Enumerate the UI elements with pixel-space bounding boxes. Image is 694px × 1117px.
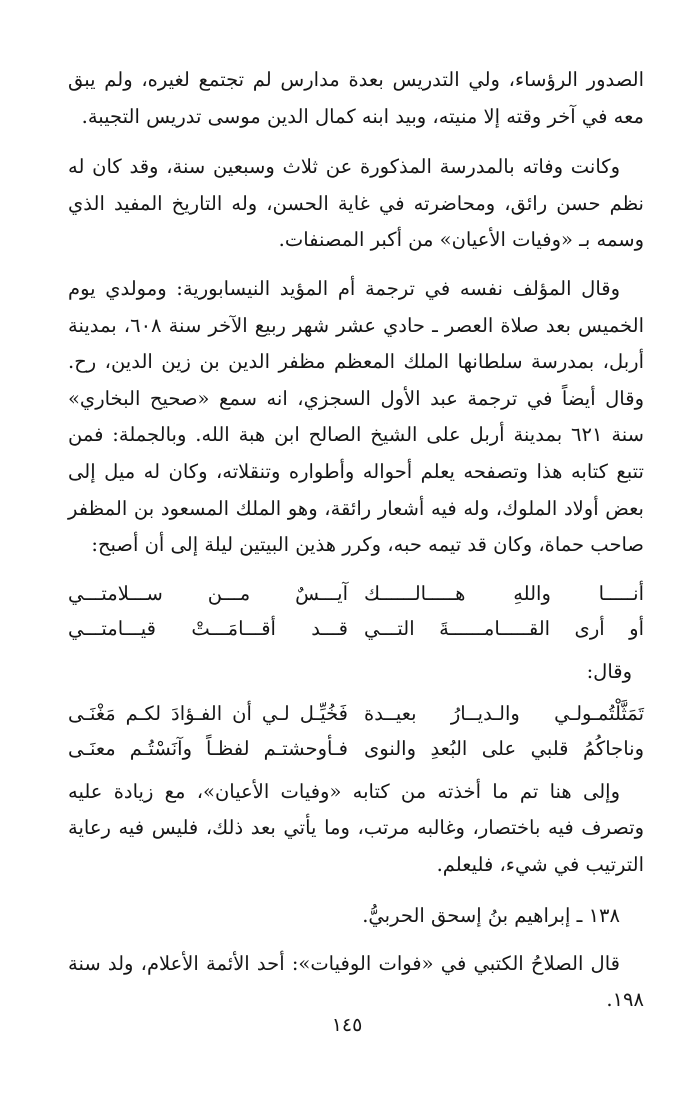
verse-line <box>68 696 644 731</box>
verse-second-hemistich: قـــد أقـــامَـــتْ قيـــامتـــي <box>68 616 348 640</box>
verse-second-hemistich: فَخُيِّـل لـي أن الفـؤادَ لكـم مَغْنَـى <box>68 701 348 725</box>
page-number: ١٤٥ <box>331 1014 363 1036</box>
poem-1 <box>68 576 644 646</box>
verse-first-hemistich: تَمَثَّلْتُمـولـي والـديــارُ بعيــدة <box>364 701 644 725</box>
paragraph-5: قال الصلاحُ الكتبي في «فوات الوفيات»: أحد الأئمة الأعلام، ولد سنة ١٩٨. <box>68 951 644 1012</box>
verse-first-hemistich: وناجاكُمُ قلبي على البُعدِ والنوى <box>364 736 644 760</box>
verse-second-hemistich: آيـــسٌ مـــن ســـلامتـــي <box>68 581 348 605</box>
poem-2 <box>68 696 644 766</box>
entry-heading: ١٣٨ ـ إبراهيم بنُ إسحق الحربيُّ. <box>362 903 620 927</box>
said-label: وقال: <box>586 659 632 683</box>
paragraph-3: وقال المؤلف نفسه في ترجمة أم المؤيد النيسابورية: ومولدي يوم الخميس بعد صلاة العصر ـ حادي عشر شهر ربيع الآخر سنة ٦٠٨، بمدينة أربل، بمدرسة سلطانها الملك المعظم مظفر الدين بن زين الدين، رح. وقال أيضاً في ترجمة عبد الأول السجزي، انه سمع «صحيح البخاري» سنة ٦٢١ بمدينة أربل على الشيخ الصالح ابن هبة الله. وبالجملة: فمن تتبع كتابه هذا وتصفحه يعلم أحواله وأطواره وتنقلاته، وكان له ميل إلى بعض أولاد الملوك، وله فيه أشعار رائقة، وهو الملك المسعود بن المظفر صاحب حماة، وكان قد تيمه حبه، وكرر هذين البيتين ليلة إلى أن أصبح: <box>68 276 645 557</box>
verse-first-hemistich: أو أرى القـــــامــــــةَ التـــي <box>364 616 644 640</box>
verse-second-hemistich: فـأوحشتـم لفظـاً وآنَسْتُـم معنَـى <box>68 736 348 760</box>
paragraph-1: الصدور الرؤساء، ولي التدريس بعدة مدارس لم تجتمع لغيره، ولم يبق معه في آخر وقته إلا منيته، وبيد ابنه كمال الدين موسى تدريس التجيبة. <box>68 68 644 128</box>
verse-line <box>68 611 644 646</box>
verse-line <box>68 576 644 611</box>
paragraph-4: وإلى هنا تم ما أخذته من كتابه «وفيات الأعيان»، مع زيادة عليه وتصرف فيه باختصار، وغالبه مرتب، وما يأتي بعد ذلك، فليس فيه رعاية الترتيب في شيء، فليعلم. <box>68 779 644 876</box>
verse-line <box>68 731 644 766</box>
verse-first-hemistich: أنـــــا واللهِ هـــــالــــــك <box>364 581 644 605</box>
paragraph-2: وكانت وفاته بالمدرسة المذكورة عن ثلاث وسبعين سنة، وقد كان له نظم حسن رائق، ومحاضرته في غاية الحسن، وله التاريخ المفيد الذي وسمه بـ «وفيات الأعيان» من أكبر المصنفات. <box>68 155 644 252</box>
